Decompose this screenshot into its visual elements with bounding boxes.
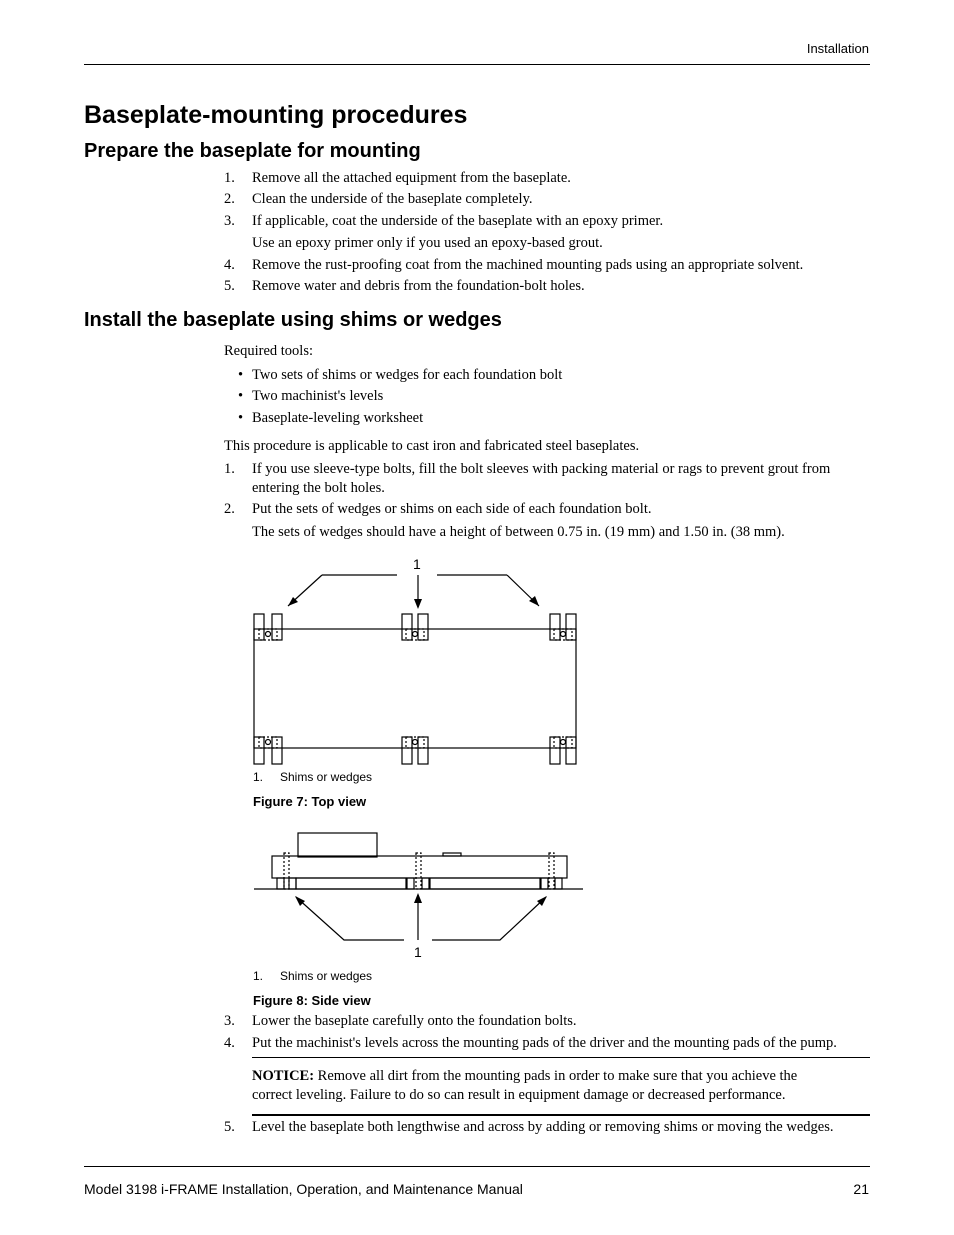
footer-rule bbox=[84, 1166, 870, 1167]
step-text: If applicable, coat the underside of the baseplate with an epoxy primer. bbox=[252, 213, 664, 229]
step-number: 1. bbox=[224, 170, 235, 186]
figure8-caption: Figure 8: Side view bbox=[253, 993, 371, 1008]
applicability-text: This procedure is applicable to cast iron and fabricated steel baseplates. bbox=[224, 438, 640, 454]
notice-top-rule bbox=[252, 1057, 870, 1058]
notice-box bbox=[252, 1067, 797, 1086]
figure8-legend-text: Shims or wedges bbox=[280, 969, 373, 983]
step-number: 2. bbox=[224, 501, 235, 517]
notice-text: Remove all dirt from the mounting pads in order to make sure that you achieve the bbox=[317, 1068, 798, 1084]
notice-text-continued: correct leveling. Failure to do so can result in equipment damage or decreased performance. bbox=[252, 1087, 786, 1103]
tool-item: Baseplate-leveling worksheet bbox=[252, 410, 424, 426]
page-number: 21 bbox=[853, 1181, 869, 1197]
step-text: Level the baseplate both lengthwise and across by adding or removing shims or moving the wedges. bbox=[252, 1119, 834, 1135]
step-text: Remove all the attached equipment from the baseplate. bbox=[252, 170, 571, 186]
step-number: 3. bbox=[224, 1013, 235, 1029]
section-heading-prepare: Prepare the baseplate for mounting bbox=[84, 140, 421, 162]
shim bbox=[407, 878, 414, 889]
step-note: The sets of wedges should have a height of between 0.75 in. (19 mm) and 1.50 in. (38 mm). bbox=[252, 524, 785, 540]
step-text-continued: entering the bolt holes. bbox=[252, 480, 385, 496]
step-text: Clean the underside of the baseplate completely. bbox=[252, 191, 533, 207]
notice-bottom-rule bbox=[252, 1114, 870, 1116]
step-number: 5. bbox=[224, 1119, 235, 1135]
step-number: 5. bbox=[224, 278, 235, 294]
step-text: Remove the rust-proofing coat from the machined mounting pads using an appropriate solvent. bbox=[252, 257, 804, 273]
tools-label: Required tools: bbox=[224, 343, 314, 359]
figure8-legend-number: 1. bbox=[253, 969, 264, 983]
callout-leader bbox=[432, 897, 546, 940]
figure7-callout-number: 1 bbox=[413, 556, 421, 572]
footer-manual-title: Model 3198 i-FRAME Installation, Operation, and Maintenance Manual bbox=[84, 1181, 523, 1197]
step-text: Put the machinist's levels across the mounting pads of the driver and the mounting pads of the pump. bbox=[252, 1035, 837, 1051]
figure7-legend-number: 1. bbox=[253, 770, 264, 784]
running-header: Installation bbox=[806, 41, 869, 56]
tool-item: Two sets of shims or wedges for each foundation bolt bbox=[252, 367, 563, 383]
shim bbox=[277, 878, 284, 889]
step-text: If you use sleeve-type bolts, fill the bolt sleeves with packing material or rags to prevent grout from bbox=[252, 461, 831, 477]
notice-label: NOTICE: bbox=[252, 1068, 315, 1084]
callout-leader bbox=[296, 897, 404, 940]
step-note: Use an epoxy primer only if you used an epoxy-based grout. bbox=[252, 235, 603, 251]
step-number: 4. bbox=[224, 1035, 235, 1051]
bullet-icon: • bbox=[238, 410, 244, 426]
step-text: Put the sets of wedges or shims on each side of each foundation bolt. bbox=[252, 501, 652, 517]
tool-item: Two machinist's levels bbox=[252, 388, 384, 404]
step-number: 2. bbox=[224, 191, 235, 207]
figure7-caption: Figure 7: Top view bbox=[253, 794, 367, 809]
page-title: Baseplate-mounting procedures bbox=[84, 101, 468, 129]
figure7-legend-text: Shims or wedges bbox=[280, 770, 373, 784]
section-heading-install: Install the baseplate using shims or wedges bbox=[84, 309, 502, 331]
step-text: Remove water and debris from the foundation-bolt holes. bbox=[252, 278, 585, 294]
step-text: Lower the baseplate carefully onto the foundation bolts. bbox=[252, 1013, 577, 1029]
step-number: 3. bbox=[224, 213, 235, 229]
equipment-block bbox=[298, 833, 377, 857]
step-number: 1. bbox=[224, 461, 235, 477]
bullet-icon: • bbox=[238, 388, 244, 404]
figure8-callout-number: 1 bbox=[414, 944, 422, 960]
baseplate-body bbox=[272, 856, 567, 878]
shim bbox=[541, 878, 548, 889]
step-number: 4. bbox=[224, 257, 235, 273]
bullet-icon: • bbox=[238, 367, 244, 383]
